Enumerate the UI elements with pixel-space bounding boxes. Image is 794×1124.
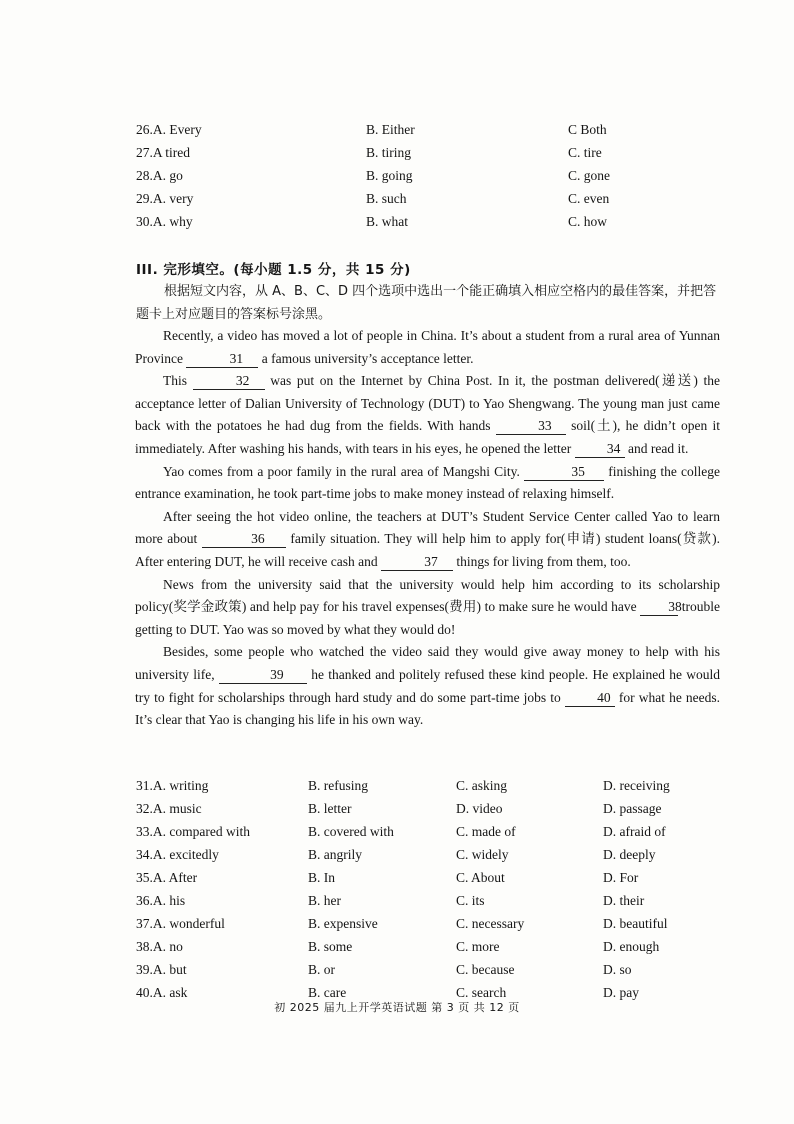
option-b: B. covered with	[308, 824, 394, 839]
option-a: 26.A. Every	[136, 122, 202, 137]
paragraph: Recently, a video has moved a lot of people in China. It’s about a student from a rural area of Yunnan Province 31 a famous university’s acceptance letter.	[135, 328, 720, 366]
question-row	[136, 889, 756, 912]
option-c: C. its	[456, 893, 485, 908]
option-a: 35.A. After	[136, 870, 198, 885]
section-title: III. 完形填空。(每小题 1.5 分，共 15 分)	[136, 262, 411, 278]
option-a: 30.A. why	[136, 214, 193, 229]
option-b: B. tiring	[366, 145, 412, 160]
option-b: B. such	[366, 191, 407, 206]
option-c: C. even	[568, 191, 610, 206]
option-b: B. angrily	[308, 847, 362, 862]
options-table-26-30	[136, 118, 756, 233]
question-row	[136, 797, 756, 820]
option-c: C. because	[456, 962, 515, 977]
option-d: D. receiving	[603, 778, 670, 793]
option-a: 28.A. go	[136, 168, 183, 183]
option-b: B. In	[308, 870, 335, 885]
blank-31: 31	[186, 350, 258, 368]
option-c: C. more	[456, 939, 500, 954]
blank-36: 36	[202, 530, 286, 548]
option-d: D. For	[603, 870, 639, 885]
option-b: B. some	[308, 939, 353, 954]
question-row	[136, 141, 756, 164]
option-a: 36.A. his	[136, 893, 186, 908]
paragraph: News from the university said that the university would help him according to its scholarship policy(奖学金政策) and help pay for his travel expenses(费用) to make sure he would have 38 trouble getting to DUT. Yao was so moved by what they would do!	[135, 576, 720, 637]
blank-38: 38	[640, 598, 678, 616]
option-d: D. their	[603, 893, 645, 908]
blank-33: 33	[496, 417, 566, 435]
option-a: 37.A. wonderful	[136, 916, 225, 931]
option-d: D. beautiful	[603, 916, 668, 931]
question-row	[136, 210, 756, 233]
option-a: 27.A tired	[136, 145, 190, 160]
option-b: B. expensive	[308, 916, 378, 931]
option-d: D. enough	[603, 939, 660, 954]
paragraph: This 32 was put on the Internet by China Post. In it, the postman delivered(递送) the acceptance letter of Dalian University of Technology (DUT) to Yao Shengwang. The young man just came back with the potatoes he had dug from the fields. With hands 33 soil(土), he didn’t open it immediately. After washing his hands, with tears in his eyes, he opened the letter 34 and read it.	[135, 373, 720, 456]
question-row	[136, 958, 756, 981]
option-d: D. so	[603, 962, 632, 977]
option-c: C. tire	[568, 145, 602, 160]
question-row	[136, 164, 756, 187]
option-c: C. asking	[456, 778, 508, 793]
paragraph: Yao comes from a poor family in the rural area of Mangshi City. 35 finishing the college entrance examination, he took part-time jobs to make money instead of relaxing himself.	[135, 463, 720, 502]
blank-39: 39	[219, 666, 307, 684]
option-b: B. her	[308, 893, 341, 908]
option-a: 32.A. music	[136, 801, 202, 816]
option-b: B. what	[366, 214, 408, 229]
option-a: 33.A. compared with	[136, 824, 250, 839]
options-table-31-40	[136, 774, 756, 1004]
option-c: C. search	[456, 985, 507, 1000]
option-b: B. going	[366, 168, 413, 183]
paragraph: Besides, some people who watched the video said they would give away money to help with his university life, 39 he thanked and politely refused these kind people. He explained he would try to fight for scholarships through hard study and do some part-time jobs to 40 for what he needs. It’s clear that Yao is changing his life in his own way.	[135, 644, 721, 728]
option-d: D. deeply	[603, 847, 656, 862]
option-c: D. video	[456, 801, 503, 816]
option-c: C. necessary	[456, 916, 525, 931]
option-a: 31.A. writing	[136, 778, 209, 793]
question-row	[136, 866, 756, 889]
option-c: C Both	[568, 122, 607, 137]
cloze-passage	[135, 325, 720, 732]
option-c: C. About	[456, 870, 505, 885]
option-c: C. widely	[456, 847, 509, 862]
question-row	[136, 187, 756, 210]
page-footer: 初 2025 届九上开学英语试题 第 3 页 共 12 页	[274, 1001, 520, 1014]
option-b: B. or	[308, 962, 335, 977]
question-row	[136, 843, 756, 866]
option-b: B. refusing	[308, 778, 368, 793]
question-row	[136, 774, 756, 797]
option-a: 29.A. very	[136, 191, 194, 206]
blank-35: 35	[524, 463, 604, 481]
option-a: 38.A. no	[136, 939, 183, 954]
option-a: 39.A. but	[136, 962, 187, 977]
option-d: D. pay	[603, 985, 639, 1000]
option-a: 34.A. excitedly	[136, 847, 219, 862]
option-c: C. made of	[456, 824, 516, 839]
question-row	[136, 820, 756, 843]
blank-32: 32	[193, 372, 265, 390]
blank-34: 34	[575, 440, 625, 458]
option-d: D. afraid of	[603, 824, 666, 839]
option-c: C. gone	[568, 168, 610, 183]
paragraph: After seeing the hot video online, the teachers at DUT’s Student Service Center called Yao to learn more about 36 family situation. They will help him to apply for(申请) student loans(贷款). After entering DUT, he will receive cash and 37 things for living from them, too.	[135, 508, 720, 569]
option-c: C. how	[568, 214, 608, 229]
option-b: B. Either	[366, 122, 415, 137]
option-a: 40.A. ask	[136, 985, 188, 1000]
question-row	[136, 118, 756, 141]
option-b: B. care	[308, 985, 347, 1000]
blank-37: 37	[381, 553, 453, 571]
blank-40: 40	[565, 689, 615, 707]
option-b: B. letter	[308, 801, 352, 816]
question-row	[136, 935, 756, 958]
section-instruction: 根据短文内容，从 A、B、C、D 四个选项中选出一个能正确填入相应空格内的最佳答案，并把答题卡上对应题目的答案标号涂黑。	[136, 284, 717, 322]
option-d: D. passage	[603, 801, 662, 816]
question-row	[136, 912, 756, 935]
